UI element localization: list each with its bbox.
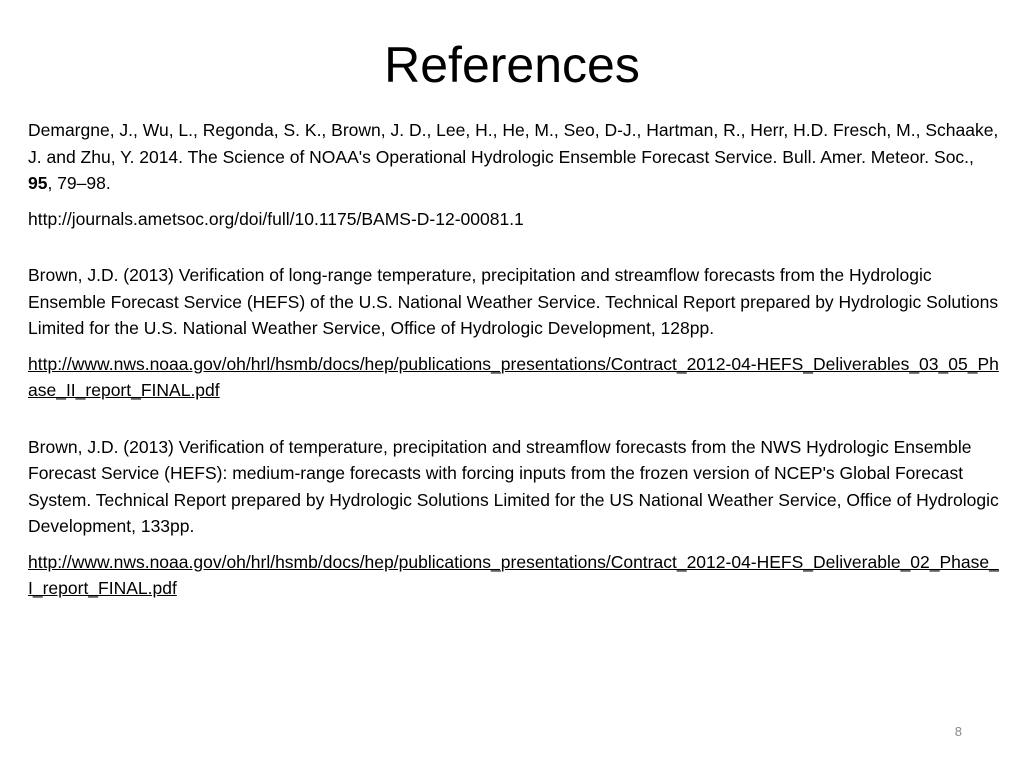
reference-link[interactable]: http://www.nws.noaa.gov/oh/hrl/hsmb/docs/hep/publications_presentations/Contract_2012-04-HEFS_Deliverables_03_05_Phase_II_report_FINAL.pdf (28, 353, 999, 400)
references-body (28, 117, 1000, 602)
page-number: 8 (954, 724, 962, 739)
citation-volume: 95 (28, 173, 48, 193)
reference-item (28, 262, 1000, 404)
reference-citation: Brown, J.D. (2013) Verification of long-range temperature, precipitation and streamflow forecasts from the Hydrologic Ensemble Forecast Service (HEFS) of the U.S. National Weather Service. Technical Report prepared by Hydrologic Solutions Limited for the U.S. National Weather Service, Office of Hydrologic Development, 128pp. (28, 265, 999, 338)
reference-url: http://journals.ametsoc.org/doi/full/10.1175/BAMS-D-12-00081.1 (28, 208, 524, 229)
slide-title: References (384, 37, 640, 93)
reference-item (28, 117, 1000, 232)
reference-link[interactable]: http://www.nws.noaa.gov/oh/hrl/hsmb/docs/hep/publications_presentations/Contract_2012-04-HEFS_Deliverable_02_Phase_I_report_FINAL.pdf (28, 551, 999, 598)
citation-text: Demargne, J., Wu, L., Regonda, S. K., Brown, J. D., Lee, H., He, M., Seo, D-J., Hartman, R., Herr, H.D. Fresch, M., Schaake, J. and Zhu, Y. 2014. The Science of NOAA's Operational Hydrologic Ensemble Forecast Service. Bull. Amer. Meteor. Soc., (28, 120, 999, 167)
reference-item (28, 434, 1000, 602)
reference-citation: Brown, J.D. (2013) Verification of temperature, precipitation and streamflow forecasts from the NWS Hydrologic Ensemble Forecast Service (HEFS): medium-range forecasts with forcing inputs from the frozen version of NCEP's Global Forecast System. Technical Report prepared by Hydrologic Solutions Limited for the US National Weather Service, Office of Hydrologic Development, 133pp. (28, 436, 999, 536)
reference-citation (28, 117, 1000, 197)
spacer (28, 404, 1000, 434)
citation-pages: , 79–98. (47, 173, 111, 193)
spacer (28, 232, 1000, 262)
